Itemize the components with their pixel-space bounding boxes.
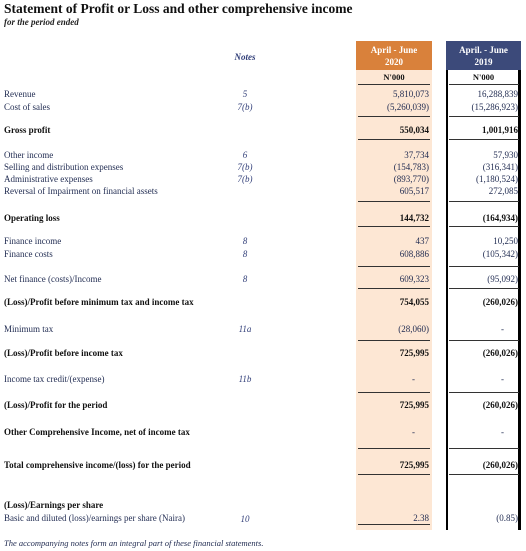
value-2020-revenue: 5,810,073 bbox=[393, 89, 429, 99]
row-label-net-finance: Net finance (costs)/Income bbox=[4, 274, 102, 284]
subtotal-rule-2020 bbox=[358, 116, 430, 117]
value-2020-income-tax: - bbox=[412, 374, 415, 384]
total-rule-2020 bbox=[358, 139, 430, 140]
value-2019-operating-loss: (164,934) bbox=[482, 213, 518, 223]
row-label-revenue: Revenue bbox=[4, 89, 36, 99]
row-label-gross-profit: Gross profit bbox=[4, 125, 51, 135]
note-revenue: 5 bbox=[242, 89, 248, 99]
value-2020-cost-of-sales: (5,260,039) bbox=[387, 102, 429, 112]
row-label-other-income: Other income bbox=[4, 150, 54, 160]
value-2019-profit-before-income-tax: (260,026) bbox=[482, 348, 518, 358]
currency-unit-2019: N'000 bbox=[472, 72, 495, 82]
value-2019-net-finance: (95,092) bbox=[487, 274, 518, 284]
subtotal-rule-2019 bbox=[449, 116, 519, 117]
value-2019-cost-of-sales: (15,286,923) bbox=[471, 102, 518, 112]
row-label-finance-costs: Finance costs bbox=[4, 249, 53, 259]
notes-column-header: Notes bbox=[234, 52, 256, 62]
value-2020-profit-before-min-tax: 754,055 bbox=[399, 297, 429, 307]
row-label-selling-expenses: Selling and distribution expenses bbox=[4, 162, 124, 172]
subtotal-rule-2020 bbox=[358, 266, 430, 267]
column-2019-background bbox=[446, 41, 521, 530]
value-2020-profit-for-period: 725,995 bbox=[399, 400, 429, 410]
value-2019-revenue: 16,288,839 bbox=[477, 89, 518, 99]
total-rule-2019 bbox=[449, 474, 519, 475]
value-2020-total-comprehensive: 725,995 bbox=[399, 460, 429, 470]
value-2019-other-income: 57,930 bbox=[493, 150, 518, 160]
row-label-oci: Other Comprehensive Income, net of income tax bbox=[4, 427, 190, 437]
subtotal-rule-2020 bbox=[358, 201, 430, 202]
column-header-2020-period: April - June bbox=[370, 45, 418, 55]
note-minimum-tax: 11a bbox=[238, 324, 252, 334]
row-label-impairment-reversal: Reversal of Impairment on financial assets bbox=[4, 186, 158, 196]
value-2019-impairment-reversal: 272,085 bbox=[488, 186, 518, 196]
subtotal-rule-2020 bbox=[358, 340, 430, 341]
value-2020-gross-profit: 550,034 bbox=[399, 125, 429, 135]
footer-note: The accompanying notes form an integral part of these financial statements. bbox=[4, 538, 264, 548]
statement-title: Statement of Profit or Loss and other comprehensive income bbox=[4, 1, 353, 16]
value-2019-profit-for-period: (260,026) bbox=[482, 400, 518, 410]
note-cost-of-sales: 7(b) bbox=[237, 102, 253, 112]
subtotal-rule-2020 bbox=[358, 392, 430, 393]
note-finance-costs: 8 bbox=[242, 249, 248, 259]
value-2019-profit-before-min-tax: (260,026) bbox=[482, 297, 518, 307]
column-header-2020-year: 2020 bbox=[385, 57, 403, 67]
row-label-profit-before-min-tax: (Loss)/Profit before minimum tax and income tax bbox=[4, 297, 194, 307]
row-label-profit-for-period: (Loss)/Profit for the period bbox=[4, 400, 108, 410]
row-label-eps-heading: (Loss)/Earnings per share bbox=[4, 500, 104, 510]
note-other-income: 6 bbox=[242, 150, 248, 160]
value-2019-finance-costs: (105,342) bbox=[482, 249, 518, 259]
value-2020-finance-costs: 608,886 bbox=[399, 249, 429, 259]
note-income-tax: 11b bbox=[238, 374, 252, 384]
value-2020-operating-loss: 144,732 bbox=[399, 213, 429, 223]
subtotal-rule-2020 bbox=[358, 288, 430, 289]
row-label-income-tax: Income tax credit/(expense) bbox=[4, 374, 105, 384]
subtotal-rule-2019 bbox=[449, 340, 519, 341]
subtotal-rule-2019 bbox=[449, 448, 519, 449]
value-2020-profit-before-income-tax: 725,995 bbox=[399, 348, 429, 358]
value-2020-oci: - bbox=[412, 427, 415, 437]
note-finance-income: 8 bbox=[242, 236, 248, 246]
note-eps: 10 bbox=[240, 514, 250, 524]
currency-unit-2020: N'000 bbox=[383, 72, 405, 82]
value-2020-eps: 2.38 bbox=[413, 513, 429, 523]
row-label-minimum-tax: Minimum tax bbox=[4, 324, 54, 334]
header-rule-2019 bbox=[449, 84, 519, 85]
row-label-total-comprehensive: Total comprehensive income/(loss) for the period bbox=[4, 460, 191, 470]
note-admin-expenses: 7(b) bbox=[237, 174, 253, 184]
value-2020-admin-expenses: (893,770) bbox=[393, 174, 429, 184]
value-2020-finance-income: 437 bbox=[415, 236, 429, 246]
header-rule-2020 bbox=[358, 84, 430, 85]
value-2019-oci: - bbox=[501, 427, 504, 437]
row-label-cost-of-sales: Cost of sales bbox=[4, 102, 50, 112]
value-2020-minimum-tax: (28,060) bbox=[398, 324, 429, 334]
value-2020-selling-expenses: (154,783) bbox=[393, 162, 429, 172]
total-rule-2019 bbox=[449, 139, 519, 140]
column-header-2019-year: 2019 bbox=[474, 57, 493, 67]
total-rule-2020 bbox=[358, 524, 430, 525]
value-2019-income-tax: - bbox=[501, 374, 504, 384]
value-2019-gross-profit: 1,001,916 bbox=[482, 125, 518, 135]
value-2019-minimum-tax: - bbox=[501, 324, 504, 334]
subtotal-rule-2019 bbox=[449, 201, 519, 202]
value-2019-total-comprehensive: (260,026) bbox=[482, 460, 518, 470]
column-header-2019 bbox=[446, 41, 521, 70]
value-2019-selling-expenses: (316,341) bbox=[482, 162, 518, 172]
statement-subtitle: for the period ended bbox=[4, 17, 79, 27]
row-label-admin-expenses: Administrative expenses bbox=[4, 174, 93, 184]
value-2020-impairment-reversal: 605,517 bbox=[399, 186, 429, 196]
column-2020-background bbox=[356, 41, 432, 530]
subtotal-rule-2019 bbox=[449, 392, 519, 393]
total-rule-2020 bbox=[358, 226, 430, 227]
subtotal-rule-2019 bbox=[449, 266, 519, 267]
total-rule-2020 bbox=[358, 474, 430, 475]
note-selling-expenses: 7(b) bbox=[237, 162, 253, 172]
column-header-2019-period: April. - June bbox=[459, 45, 508, 55]
total-rule-2019 bbox=[449, 226, 519, 227]
value-2019-admin-expenses: (1,180,524) bbox=[476, 174, 518, 184]
value-2020-other-income: 37,734 bbox=[404, 150, 429, 160]
row-label-profit-before-income-tax: (Loss)/Profit before income tax bbox=[4, 348, 123, 358]
value-2020-net-finance: 609,323 bbox=[399, 274, 429, 284]
row-label-finance-income: Finance income bbox=[4, 236, 62, 246]
subtotal-rule-2019 bbox=[449, 288, 519, 289]
value-2019-finance-income: 10,250 bbox=[493, 236, 518, 246]
row-label-eps: Basic and diluted (loss)/earnings per share (Naira) bbox=[4, 513, 185, 523]
column-header-2020 bbox=[356, 41, 432, 70]
subtotal-rule-2020 bbox=[358, 448, 430, 449]
note-net-finance: 8 bbox=[242, 274, 248, 284]
row-label-operating-loss: Operating loss bbox=[4, 213, 60, 223]
value-2019-eps: (0.85) bbox=[496, 513, 518, 523]
